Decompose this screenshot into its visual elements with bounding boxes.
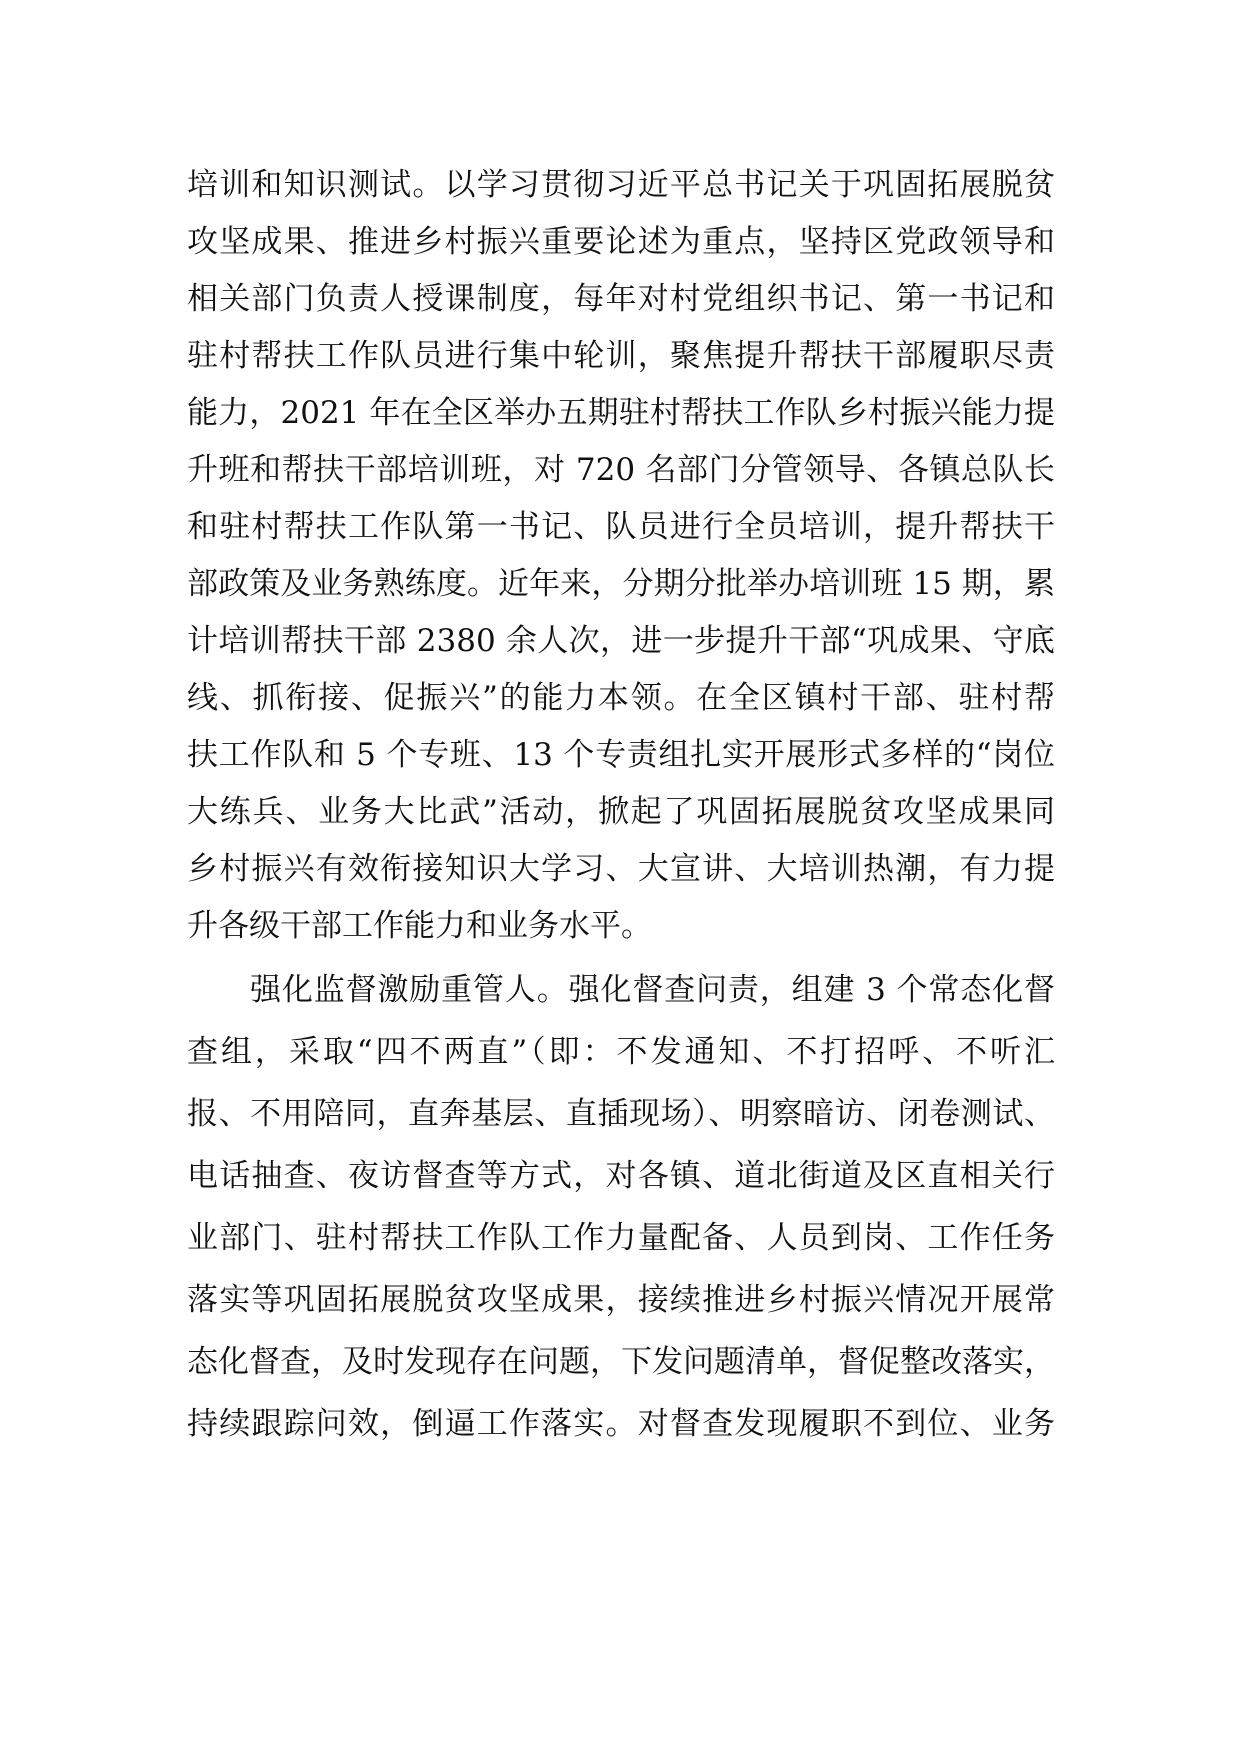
- text-line: 强化监督激励重管人。强化督查问责，组建 3 个常态化督: [250, 972, 1055, 1008]
- text-line: 计培训帮扶干部 2380 余人次，进一步提升干部“巩成果、守底: [187, 623, 1055, 659]
- text-line: 和驻村帮扶工作队第一书记、队员进行全员培训，提升帮扶干: [187, 509, 1055, 545]
- text-line: 态化督查，及时发现存在问题，下发问题清单，督促整改落实，: [187, 1344, 1055, 1380]
- text-line: 持续跟踪问效，倒逼工作落实。对督查发现履职不到位、业务: [187, 1406, 1055, 1442]
- text-line: 线、抓衔接、促振兴”的能力本领。在全区镇村干部、驻村帮: [187, 680, 1055, 716]
- text-line: 升班和帮扶干部培训班，对 720 名部门分管领导、各镇总队长: [187, 452, 1055, 488]
- text-line: 乡村振兴有效衔接知识大学习、大宣讲、大培训热潮，有力提: [187, 851, 1055, 887]
- text-line: 能力，2021 年在全区举办五期驻村帮扶工作队乡村振兴能力提: [187, 395, 1055, 431]
- text-line: 扶工作队和 5 个专班、13 个专责组扎实开展形式多样的“岗位: [187, 737, 1055, 773]
- text-line: 升各级干部工作能力和业务水平。: [187, 908, 652, 944]
- text-line: 培训和知识测试。以学习贯彻习近平总书记关于巩固拓展脱贫: [187, 167, 1055, 203]
- text-line: 业部门、驻村帮扶工作队工作力量配备、人员到岗、工作任务: [187, 1220, 1055, 1256]
- text-line: 部政策及业务熟练度。近年来，分期分批举办培训班 15 期，累: [187, 566, 1055, 602]
- text-line: 电话抽查、夜访督查等方式，对各镇、道北街道及区直相关行: [187, 1158, 1055, 1194]
- text-line: 相关部门负责人授课制度，每年对村党组织书记、第一书记和: [187, 281, 1055, 317]
- text-line: 驻村帮扶工作队员进行集中轮训，聚焦提升帮扶干部履职尽责: [187, 338, 1055, 374]
- text-line: 查组，采取“四不两直”（即：不发通知、不打招呼、不听汇: [187, 1034, 1055, 1070]
- text-line: 报、不用陪同，直奔基层、直插现场）、明察暗访、闭卷测试、: [187, 1096, 1055, 1132]
- text-line: 大练兵、业务大比武”活动，掀起了巩固拓展脱贫攻坚成果同: [187, 794, 1055, 830]
- text-line: 攻坚成果、推进乡村振兴重要论述为重点，坚持区党政领导和: [187, 224, 1055, 260]
- text-line: 落实等巩固拓展脱贫攻坚成果，接续推进乡村振兴情况开展常: [187, 1282, 1055, 1318]
